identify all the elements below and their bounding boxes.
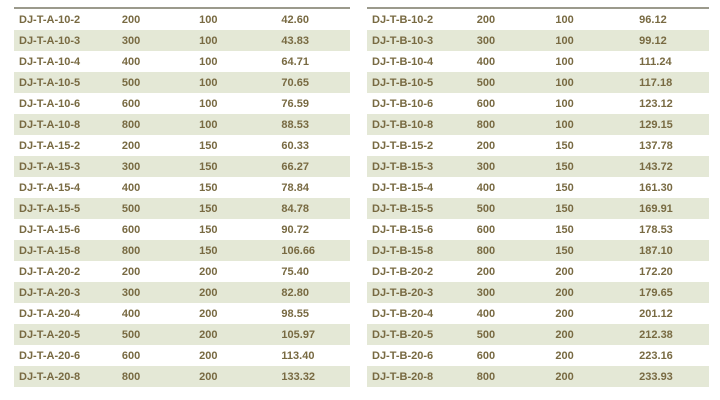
table-row <box>367 303 709 324</box>
table-cell: 150 <box>199 181 218 194</box>
table-row <box>367 240 709 261</box>
table-row <box>14 72 350 93</box>
table-cell: DJ-T-A-15-2 <box>19 139 81 152</box>
table-cell: 300 <box>476 160 496 173</box>
table-cell: DJ-T-A-20-8 <box>19 370 81 383</box>
table-cell: 100 <box>555 55 574 68</box>
table-row <box>14 114 350 135</box>
table-cell: 400 <box>121 55 141 68</box>
table-cell: 150 <box>555 181 574 194</box>
table-row <box>367 177 709 198</box>
table-cell: 200 <box>476 139 496 152</box>
table-cell: DJ-T-B-15-2 <box>372 139 434 152</box>
table-cell: DJ-T-A-15-4 <box>19 181 81 194</box>
table-cell: 172.20 <box>639 265 673 278</box>
table-cell: 800 <box>121 118 141 131</box>
table-cell: 200 <box>199 328 218 341</box>
table-cell: 150 <box>555 202 574 215</box>
table-cell: 150 <box>199 223 218 236</box>
table-cell: 100 <box>199 13 218 26</box>
table-cell: 200 <box>121 265 141 278</box>
table-row <box>367 72 709 93</box>
table-cell: 400 <box>476 181 496 194</box>
table-cell: 169.91 <box>639 202 673 215</box>
table-row <box>14 156 350 177</box>
table-cell: DJ-T-A-20-4 <box>19 307 81 320</box>
table-cell: 178.53 <box>639 223 673 236</box>
table-cell: 400 <box>476 307 496 320</box>
table-cell: 200 <box>199 349 218 362</box>
table-cell: 150 <box>199 244 218 257</box>
table-cell: 70.65 <box>281 76 309 89</box>
table-cell: 106.66 <box>281 244 316 257</box>
table-row <box>14 93 350 114</box>
table-cell: DJ-T-A-20-6 <box>19 349 81 362</box>
table-cell: 200 <box>199 286 218 299</box>
table-cell: 100 <box>555 76 574 89</box>
table-cell: 105.97 <box>281 328 316 341</box>
table-row <box>14 198 350 219</box>
table-cell: DJ-T-B-10-3 <box>372 34 434 47</box>
table-cell: 133.32 <box>281 370 316 383</box>
table-cell: 800 <box>476 118 496 131</box>
table-row <box>367 156 709 177</box>
table-cell: DJ-T-A-20-2 <box>19 265 81 278</box>
table-row <box>14 303 350 324</box>
table-row <box>367 261 709 282</box>
table-cell: 200 <box>555 307 574 320</box>
table-row <box>367 198 709 219</box>
table-cell: DJ-T-A-15-3 <box>19 160 81 173</box>
table-cell: DJ-T-A-10-4 <box>19 55 81 68</box>
table-cell: 98.55 <box>281 307 309 320</box>
table-cell: DJ-T-B-15-8 <box>372 244 434 257</box>
table-cell: 179.65 <box>639 286 673 299</box>
table-row <box>14 219 350 240</box>
table-cell: 187.10 <box>639 244 673 257</box>
table-cell: 200 <box>121 13 141 26</box>
table-cell: 100 <box>199 55 218 68</box>
table-cell: 600 <box>476 223 496 236</box>
table-cell: 200 <box>476 13 496 26</box>
table-cell: 200 <box>121 139 141 152</box>
table-row <box>367 345 709 366</box>
table-cell: 96.12 <box>639 13 667 26</box>
table-cell: 400 <box>476 55 496 68</box>
table-cell: DJ-T-B-10-6 <box>372 97 434 110</box>
table-row <box>367 8 709 30</box>
table-row <box>367 51 709 72</box>
table-cell: 200 <box>555 328 574 341</box>
table-cell: DJ-T-B-15-5 <box>372 202 434 215</box>
table-cell: 64.71 <box>281 55 309 68</box>
table-cell: 78.84 <box>281 181 309 194</box>
table-cell: 500 <box>476 202 496 215</box>
table-row <box>14 324 350 345</box>
table-cell: 100 <box>555 34 574 47</box>
table-cell: 42.60 <box>281 13 309 26</box>
table-row <box>14 51 350 72</box>
table-cell: 200 <box>555 349 574 362</box>
table-cell: DJ-T-A-10-6 <box>19 97 81 110</box>
table-cell: 200 <box>199 307 218 320</box>
table-cell: 82.80 <box>281 286 309 299</box>
table-cell: 99.12 <box>639 34 667 47</box>
table-cell: 150 <box>555 223 574 236</box>
table-cell: 300 <box>476 34 496 47</box>
table-cell: 212.38 <box>639 328 673 341</box>
table-row <box>14 366 350 387</box>
table-cell: 100 <box>199 97 218 110</box>
table-cell: DJ-T-B-10-5 <box>372 76 434 89</box>
table-cell: 500 <box>476 328 496 341</box>
table-row <box>14 135 350 156</box>
table-cell: 300 <box>121 160 141 173</box>
table-cell: 200 <box>555 286 574 299</box>
table-cell: DJ-T-B-10-2 <box>372 13 434 26</box>
table-cell: 43.83 <box>281 34 309 47</box>
table-cell: DJ-T-A-20-3 <box>19 286 81 299</box>
table-cell: 400 <box>121 307 141 320</box>
table-cell: 500 <box>121 202 141 215</box>
table-cell: 129.15 <box>639 118 673 131</box>
table-cell: DJ-T-A-10-8 <box>19 118 81 131</box>
table-cell: DJ-T-B-20-3 <box>372 286 434 299</box>
table-cell: 100 <box>555 118 574 131</box>
table-cell: 300 <box>121 34 141 47</box>
table-row <box>14 30 350 51</box>
table-cell: 100 <box>555 13 574 26</box>
table-cell: DJ-T-B-15-4 <box>372 181 434 194</box>
table-cell: DJ-T-B-20-2 <box>372 265 434 278</box>
table-cell: DJ-T-A-10-5 <box>19 76 81 89</box>
table-cell: DJ-T-A-20-5 <box>19 328 81 341</box>
table-cell: 600 <box>121 97 141 110</box>
table-cell: DJ-T-B-10-8 <box>372 118 434 131</box>
table-cell: 84.78 <box>281 202 309 215</box>
table-cell: DJ-T-A-10-2 <box>19 13 81 26</box>
table-row <box>367 135 709 156</box>
table-cell: 500 <box>476 76 496 89</box>
table-cell: 223.16 <box>639 349 673 362</box>
table-cell: 400 <box>121 181 141 194</box>
table-cell: 137.78 <box>639 139 673 152</box>
table-row <box>14 177 350 198</box>
spec-table-a <box>14 7 350 387</box>
table-cell: 200 <box>199 265 218 278</box>
table-row <box>14 261 350 282</box>
table-cell: 88.53 <box>281 118 309 131</box>
table-cell: 75.40 <box>281 265 309 278</box>
table-cell: 150 <box>199 139 218 152</box>
table-cell: 800 <box>476 370 496 383</box>
table-cell: 150 <box>555 244 574 257</box>
table-row <box>367 219 709 240</box>
table-cell: 66.27 <box>281 160 309 173</box>
table-cell: 161.30 <box>639 181 673 194</box>
table-cell: 600 <box>476 349 496 362</box>
spec-table-b <box>367 7 709 387</box>
table-cell: 150 <box>555 160 574 173</box>
table-cell: 111.24 <box>639 55 672 68</box>
table-cell: 90.72 <box>281 223 309 236</box>
table-row <box>367 282 709 303</box>
table-cell: 123.12 <box>639 97 673 110</box>
table-row <box>14 8 350 30</box>
table-cell: 200 <box>555 265 574 278</box>
table-cell: 60.33 <box>281 139 309 152</box>
table-cell: 300 <box>476 286 496 299</box>
table-cell: 113.40 <box>281 349 315 362</box>
table-cell: 150 <box>199 160 218 173</box>
table-cell: DJ-T-B-15-3 <box>372 160 434 173</box>
table-row <box>14 345 350 366</box>
table-cell: DJ-T-B-20-5 <box>372 328 434 341</box>
table-cell: 600 <box>121 349 141 362</box>
table-cell: 150 <box>199 202 218 215</box>
table-cell: DJ-T-B-20-8 <box>372 370 434 383</box>
table-cell: 500 <box>121 328 141 341</box>
table-row <box>367 114 709 135</box>
table-cell: DJ-T-A-15-8 <box>19 244 81 257</box>
table-row <box>14 282 350 303</box>
table-cell: 200 <box>199 370 218 383</box>
table-cell: DJ-T-B-20-4 <box>372 307 434 320</box>
table-cell: 200 <box>555 370 574 383</box>
table-cell: 300 <box>121 286 141 299</box>
table-cell: 233.93 <box>639 370 673 383</box>
table-cell: 800 <box>121 370 141 383</box>
table-cell: 600 <box>121 223 141 236</box>
table-row <box>367 324 709 345</box>
table-cell: 200 <box>476 265 496 278</box>
table-row <box>14 240 350 261</box>
table-cell: DJ-T-B-15-6 <box>372 223 434 236</box>
table-cell: 201.12 <box>639 307 673 320</box>
table-cell: DJ-T-A-15-5 <box>19 202 81 215</box>
table-cell: 100 <box>199 76 218 89</box>
table-cell: DJ-T-A-15-6 <box>19 223 81 236</box>
table-cell: 143.72 <box>639 160 673 173</box>
table-row <box>367 30 709 51</box>
table-row <box>367 366 709 387</box>
table-cell: 800 <box>476 244 496 257</box>
table-cell: 100 <box>199 118 218 131</box>
table-cell: 500 <box>121 76 141 89</box>
table-cell: 150 <box>555 139 574 152</box>
table-cell: 76.59 <box>281 97 309 110</box>
table-cell: 800 <box>121 244 141 257</box>
table-cell: 117.18 <box>639 76 673 89</box>
table-cell: 600 <box>476 97 496 110</box>
table-cell: DJ-T-B-10-4 <box>372 55 434 68</box>
table-cell: 100 <box>199 34 218 47</box>
table-row <box>367 93 709 114</box>
table-cell: DJ-T-A-10-3 <box>19 34 81 47</box>
table-cell: DJ-T-B-20-6 <box>372 349 434 362</box>
table-cell: 100 <box>555 97 574 110</box>
